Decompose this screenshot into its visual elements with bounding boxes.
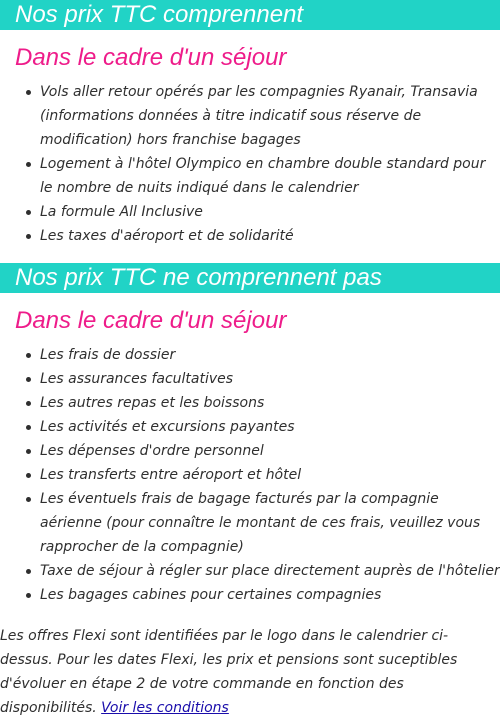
list-item: Logement à l'hôtel Olympico en chambre double standard pour le nombre de nuits indiqué dans le calendrier [40, 152, 500, 200]
list-item: Les autres repas et les boissons [40, 391, 500, 415]
list-item: Les frais de dossier [40, 343, 500, 367]
list-item: Les transferts entre aéroport et hôtel [40, 463, 500, 487]
included-title: Nos prix TTC comprennent [0, 0, 500, 30]
included-section [0, 0, 500, 248]
list-item: Les taxes d'aéroport et de solidarité [40, 224, 500, 248]
excluded-section [0, 263, 500, 607]
excluded-subtitle: Dans le cadre d'un séjour [15, 307, 287, 334]
list-item: Taxe de séjour à régler sur place directement auprès de l'hôtelier [40, 559, 500, 583]
excluded-title: Nos prix TTC ne comprennent pas [0, 263, 500, 293]
excluded-list [0, 343, 500, 607]
included-list [0, 80, 500, 248]
flexi-note-text: Les offres Flexi sont identifiées par le logo dans le calendrier ci-dessus. Pour les dates Flexi, les prix et pensions sont suceptibles d'évoluer en étape 2 de votre commande en fonction des disponibilités. [0, 628, 458, 716]
list-item: Les bagages cabines pour certaines compagnies [40, 583, 500, 607]
conditions-link[interactable]: Voir les conditions [101, 700, 229, 716]
flexi-note [0, 624, 500, 720]
included-subtitle: Dans le cadre d'un séjour [15, 44, 287, 71]
list-item: Vols aller retour opérés par les compagnies Ryanair, Transavia (informations données à titre indicatif sous réserve de modification) hors franchise bagages [40, 80, 500, 152]
list-item: La formule All Inclusive [40, 200, 500, 224]
list-item: Les dépenses d'ordre personnel [40, 439, 500, 463]
list-item: Les activités et excursions payantes [40, 415, 500, 439]
list-item: Les assurances facultatives [40, 367, 500, 391]
list-item: Les éventuels frais de bagage facturés par la compagnie aérienne (pour connaître le montant de ces frais, veuillez vous rapprocher de la compagnie) [40, 487, 500, 559]
